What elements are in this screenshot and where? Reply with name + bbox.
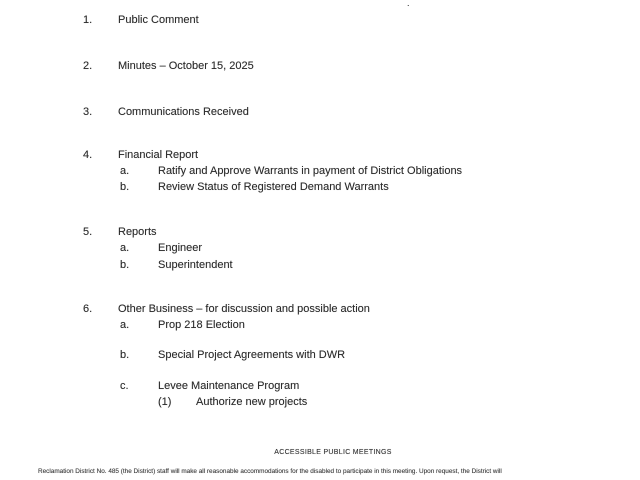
agenda-item-4a — [0, 165, 640, 178]
agenda-item-4 — [0, 149, 640, 162]
agenda-item-1 — [0, 14, 640, 27]
agenda-item-6c — [0, 380, 640, 393]
item-marker: c. — [120, 380, 129, 392]
item-label: Review Status of Registered Demand Warrants — [158, 181, 389, 193]
item-marker: a. — [120, 319, 130, 331]
item-marker: (1) — [158, 396, 172, 408]
item-number: 5. — [83, 226, 93, 238]
item-label: Public Comment — [118, 14, 199, 26]
agenda-item-3 — [0, 106, 640, 119]
agenda-item-5a — [0, 242, 640, 255]
item-marker: a. — [120, 242, 130, 254]
accessibility-disclaimer-text: Reclamation District No. 485 (the District) staff will make all reasonable accommodations for the disabled to participate in this meeting. Upon request, the District will — [38, 468, 502, 475]
item-label: Financial Report — [118, 149, 199, 161]
agenda-item-5 — [0, 226, 640, 239]
item-label: Superintendent — [158, 259, 233, 271]
agenda-item-6 — [0, 303, 640, 316]
item-marker: a. — [120, 165, 130, 177]
agenda-item-4b — [0, 181, 640, 194]
item-label: Levee Maintenance Program — [158, 380, 300, 392]
item-number: 6. — [83, 303, 93, 315]
item-marker: b. — [120, 181, 130, 193]
item-label: Prop 218 Election — [158, 319, 245, 331]
item-label: Engineer — [158, 242, 203, 254]
item-label: Ratify and Approve Warrants in payment of District Obligations — [158, 165, 463, 177]
item-label: Other Business – for discussion and possible action — [118, 303, 370, 315]
stray-dot-mark: . — [407, 0, 410, 8]
item-label: Authorize new projects — [196, 396, 308, 408]
item-number: 1. — [83, 14, 93, 26]
accessible-meetings-heading: ACCESSIBLE PUBLIC MEETINGS — [274, 449, 392, 456]
item-number: 2. — [83, 60, 93, 72]
agenda-item-5b — [0, 259, 640, 272]
item-label: Communications Received — [118, 106, 249, 118]
agenda-item-6a — [0, 319, 640, 332]
item-marker: b. — [120, 349, 130, 361]
item-label: Special Project Agreements with DWR — [158, 349, 346, 361]
agenda-item-6c1 — [0, 396, 640, 409]
item-label: Minutes – October 15, 2025 — [118, 60, 254, 72]
item-label: Reports — [118, 226, 157, 238]
agenda-item-6b — [0, 349, 640, 362]
item-number: 3. — [83, 106, 93, 118]
item-number: 4. — [83, 149, 93, 161]
agenda-item-2 — [0, 60, 640, 73]
item-marker: b. — [120, 259, 130, 271]
